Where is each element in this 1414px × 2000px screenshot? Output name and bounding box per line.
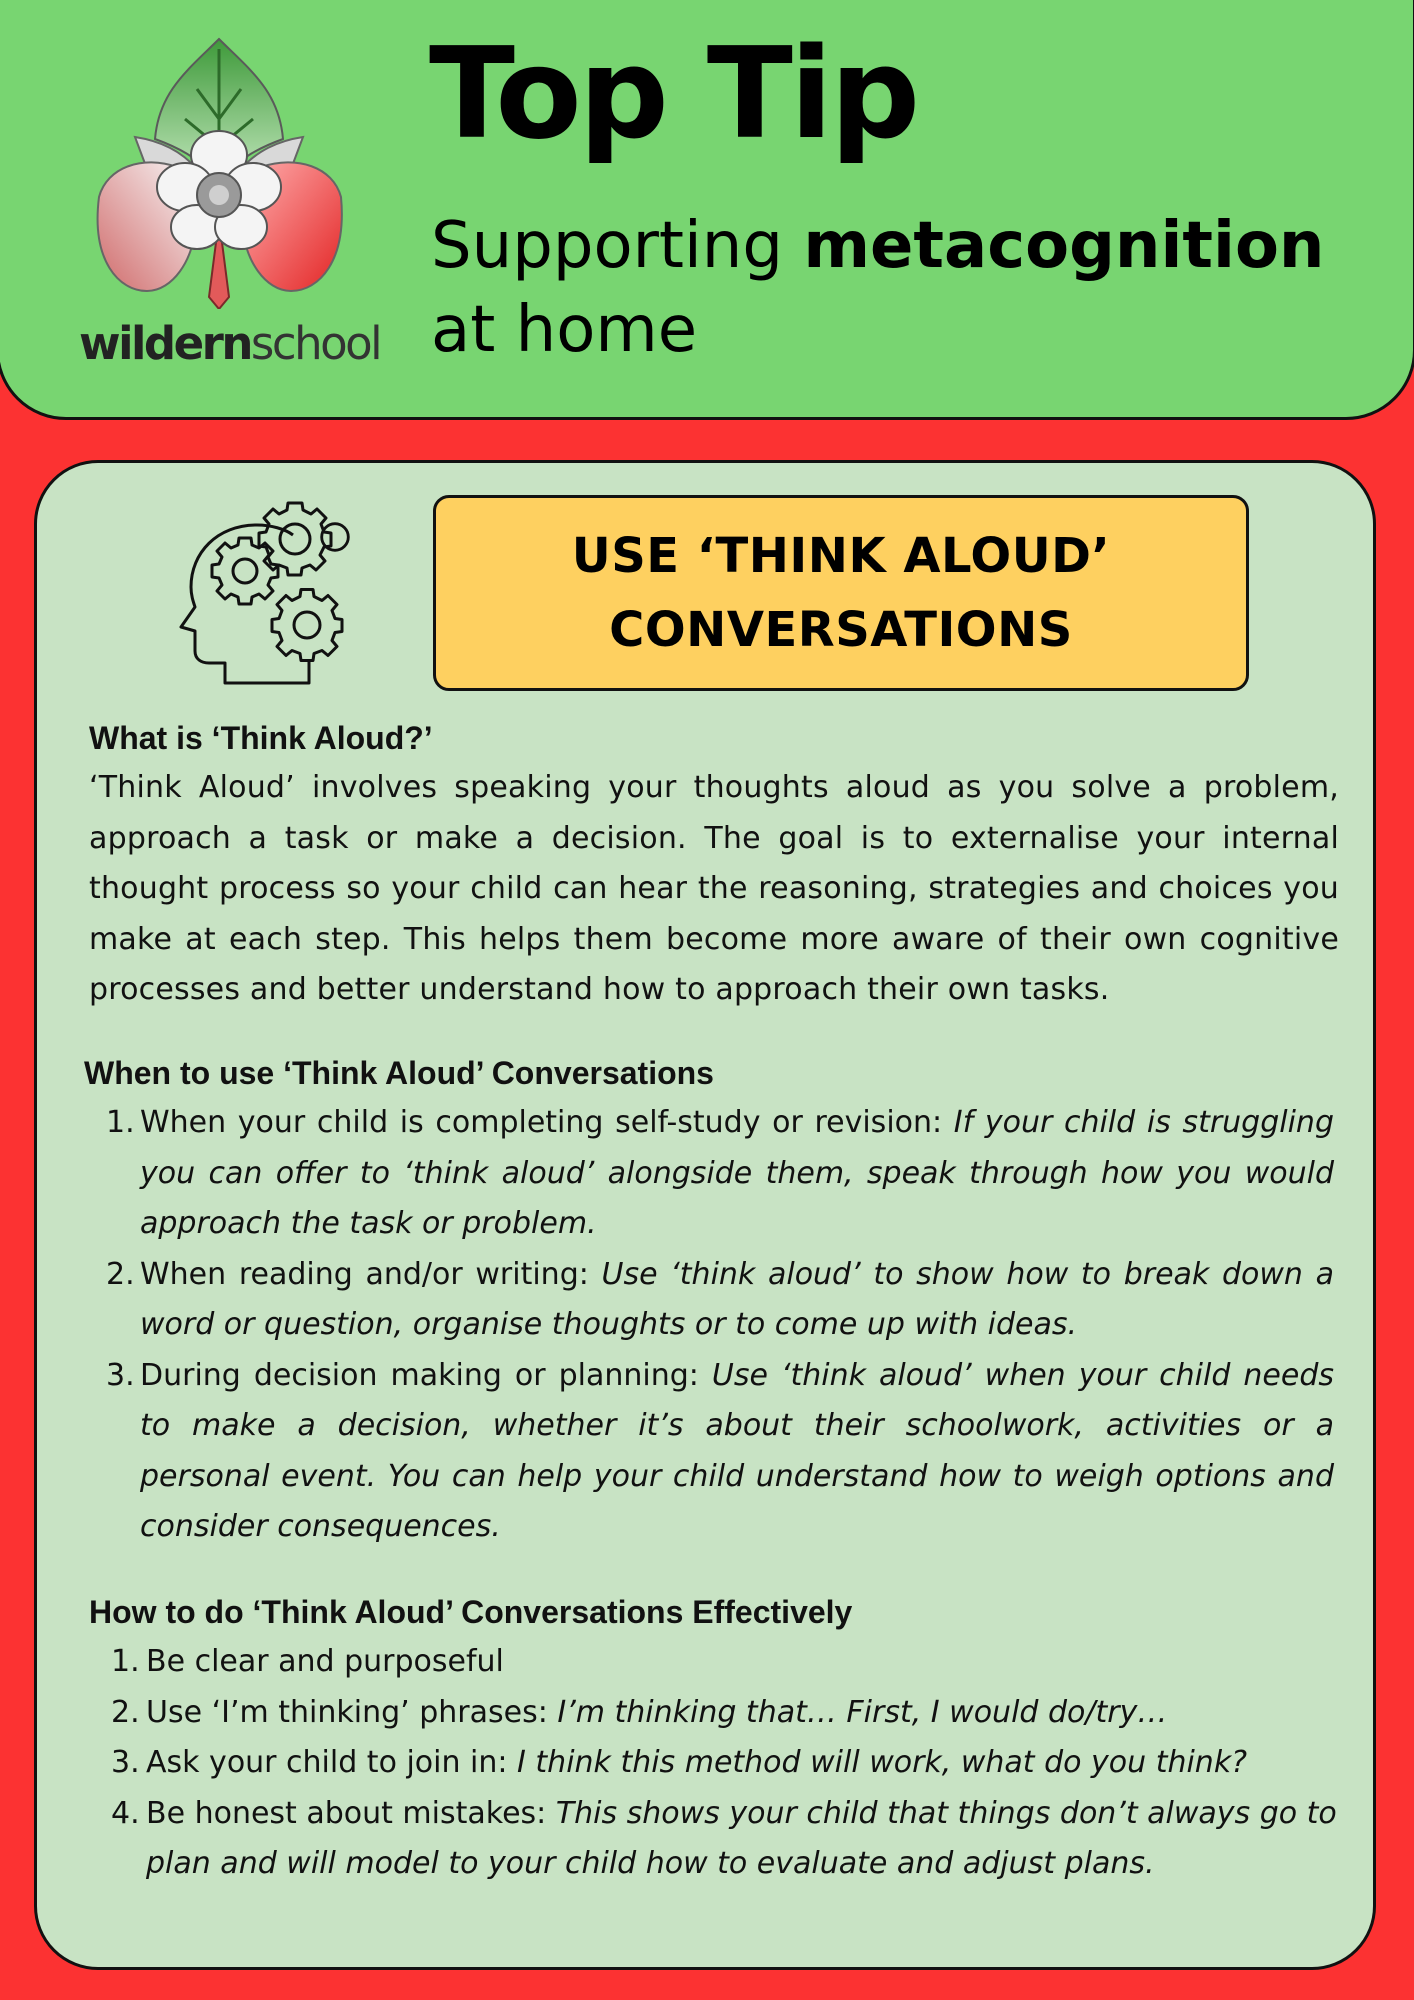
page-title: Top Tip <box>429 20 918 167</box>
item-lead: During decision making or planning: <box>140 1357 712 1393</box>
list-number: 1. <box>111 1644 140 1679</box>
item-lead: Ask your child to join in: <box>146 1745 518 1780</box>
item-lead: Be clear and purposeful <box>146 1644 504 1679</box>
list-number: 3. <box>111 1745 140 1780</box>
school-logo-wordmark <box>79 317 380 370</box>
tip-card <box>34 460 1376 1970</box>
list-item <box>84 1250 1334 1351</box>
item-lead: When reading and/or writing: <box>140 1256 602 1292</box>
item-lead: When your child is completing self-study or revision: <box>140 1105 954 1140</box>
subtitle-bold: metacognition <box>803 209 1325 283</box>
list-item <box>89 1738 1339 1789</box>
logo-text-bold: wildern <box>79 317 251 370</box>
section-heading: When to use ‘Think Aloud’ Conversations <box>84 1055 714 1091</box>
item-detail: Use ‘think aloud’ to show how to break down a word or question, organise thoughts or to come up with ideas. <box>140 1256 1334 1342</box>
subtitle-pre: Supporting <box>431 209 804 283</box>
when-list <box>84 1098 1334 1553</box>
logo-text-light: school <box>250 317 381 370</box>
section-heading: What is ‘Think Aloud?’ <box>89 720 433 756</box>
list-item <box>84 1351 1334 1553</box>
list-number: 2. <box>111 1694 140 1730</box>
item-detail: If your child is struggling you can offer to ‘think aloud’ alongside them, speak through how you would approach the task or problem. <box>140 1105 1334 1241</box>
section-when-to-use <box>84 1048 1334 1553</box>
item-detail: I think this method will work, what do you think? <box>517 1745 1248 1780</box>
tip-title: USE ‘THINK ALOUD’ CONVERSATIONS <box>571 528 1111 658</box>
list-item <box>89 1789 1339 1890</box>
section-what-is <box>89 713 1339 1016</box>
section-body: ‘Think Aloud’ involves speaking your thoughts aloud as you solve a problem, approach a task or make a decision. The goal is to externalise your internal thought process so your child can hear the reasoning, strategies and choices you make at each step. This helps them become more aware of their own cognitive processes and better understand how to approach their own tasks. <box>89 770 1339 1007</box>
header-banner <box>0 0 1414 420</box>
item-detail: This shows your child that things don’t always go to plan and will model to your child how to evaluate and adjust plans. <box>146 1795 1337 1881</box>
subtitle-post: at home <box>431 293 698 367</box>
item-detail: Use ‘think aloud’ when your child needs to make a decision, whether it’s about their schoolwork, activities or a personal event. You can help your child understand how to weigh options and consider consequences. <box>140 1357 1335 1544</box>
list-item <box>89 1688 1339 1739</box>
school-logo-emblem <box>77 29 361 309</box>
page-subtitle <box>431 204 1331 372</box>
section-how-to <box>89 1587 1339 1890</box>
tip-title-box <box>433 495 1249 691</box>
how-list <box>89 1637 1339 1890</box>
list-number: 1. <box>106 1105 135 1140</box>
list-number: 4. <box>111 1795 140 1831</box>
list-number: 3. <box>106 1357 135 1393</box>
list-number: 2. <box>106 1256 135 1292</box>
list-item <box>89 1637 1339 1688</box>
item-detail: I’m thinking that… First, I would do/try… <box>557 1694 1168 1730</box>
section-heading: How to do ‘Think Aloud’ Conversations Effectively <box>89 1594 853 1630</box>
item-lead: Be honest about mistakes: <box>146 1795 556 1831</box>
head-gears-icon <box>177 501 397 685</box>
list-item <box>84 1098 1334 1250</box>
item-lead: Use ‘I’m thinking’ phrases: <box>146 1694 558 1730</box>
